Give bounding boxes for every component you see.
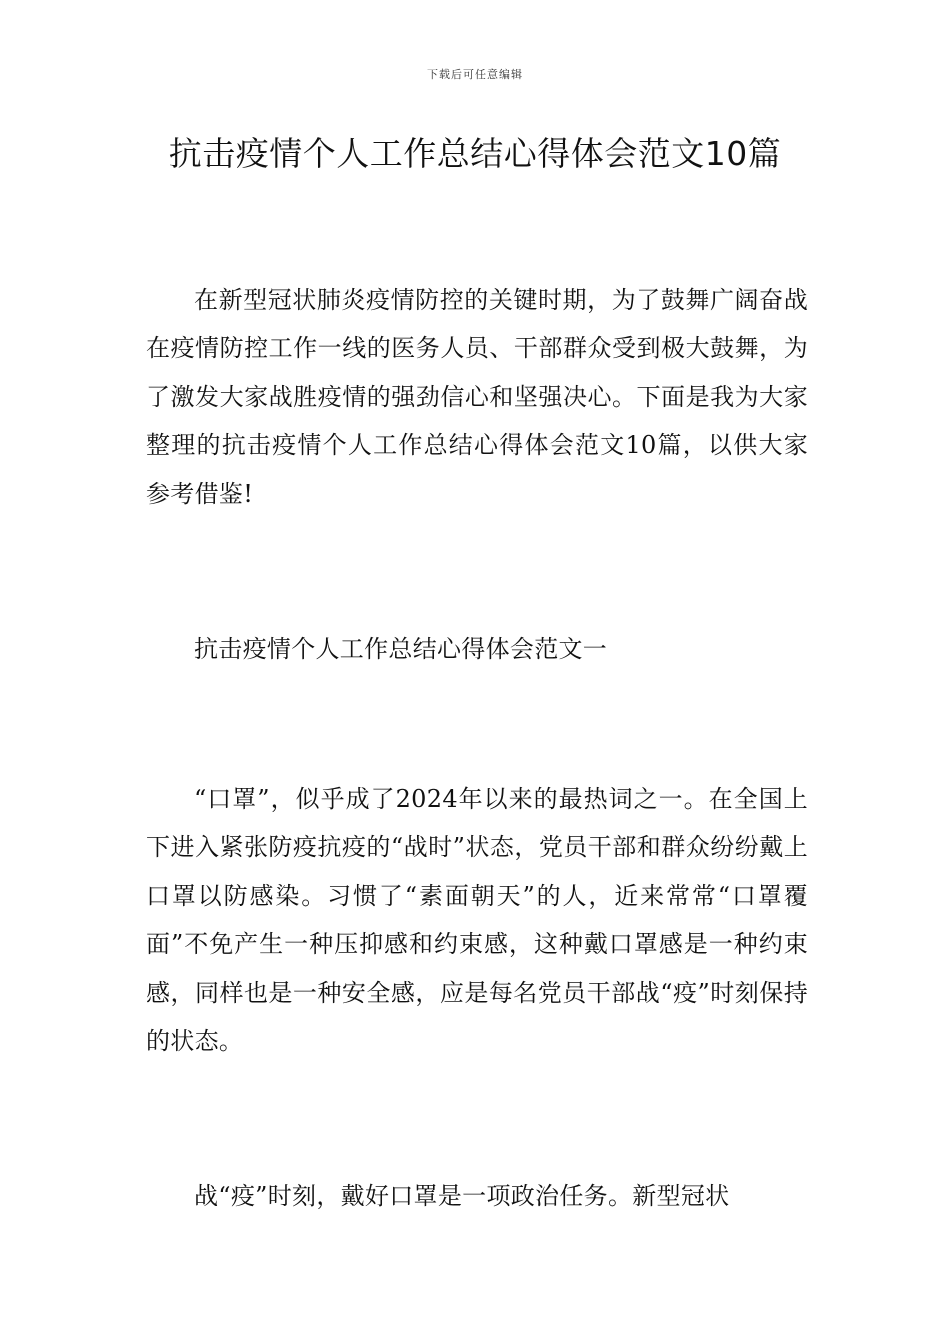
section-heading: 抗击疫情个人工作总结心得体会范文一	[194, 635, 608, 663]
header-note: 下载后可任意编辑	[427, 68, 523, 81]
body-paragraph-1: “口罩”，似乎成了2024年以来的最热词之一。在全国上下进入紧张防疫抗疫的“战时”状态，党员干部和群众纷纷戴上口罩以防感染。习惯了“素面朝天”的人，近来常常“口罩覆面”不免产生一种压抑感和约束感，这种戴口罩感是一种约束感，同样也是一种安全感，应是每名党员干部战“疫”时刻保持的状态。	[146, 785, 808, 1056]
body-paragraph-2: 战“疫”时刻，戴好口罩是一项政治任务。新型冠状	[194, 1182, 730, 1210]
intro-paragraph: 在新型冠状肺炎疫情防控的关键时期，为了鼓舞广阔奋战在疫情防控工作一线的医务人员、干部群众受到极大鼓舞，为了激发大家战胜疫情的强劲信心和坚强决心。下面是我为大家整理的抗击疫情个人工作总结心得体会范文10篇，以供大家参考借鉴!	[146, 286, 808, 508]
page-title: 抗击疫情个人工作总结心得体会范文10篇	[168, 134, 782, 173]
